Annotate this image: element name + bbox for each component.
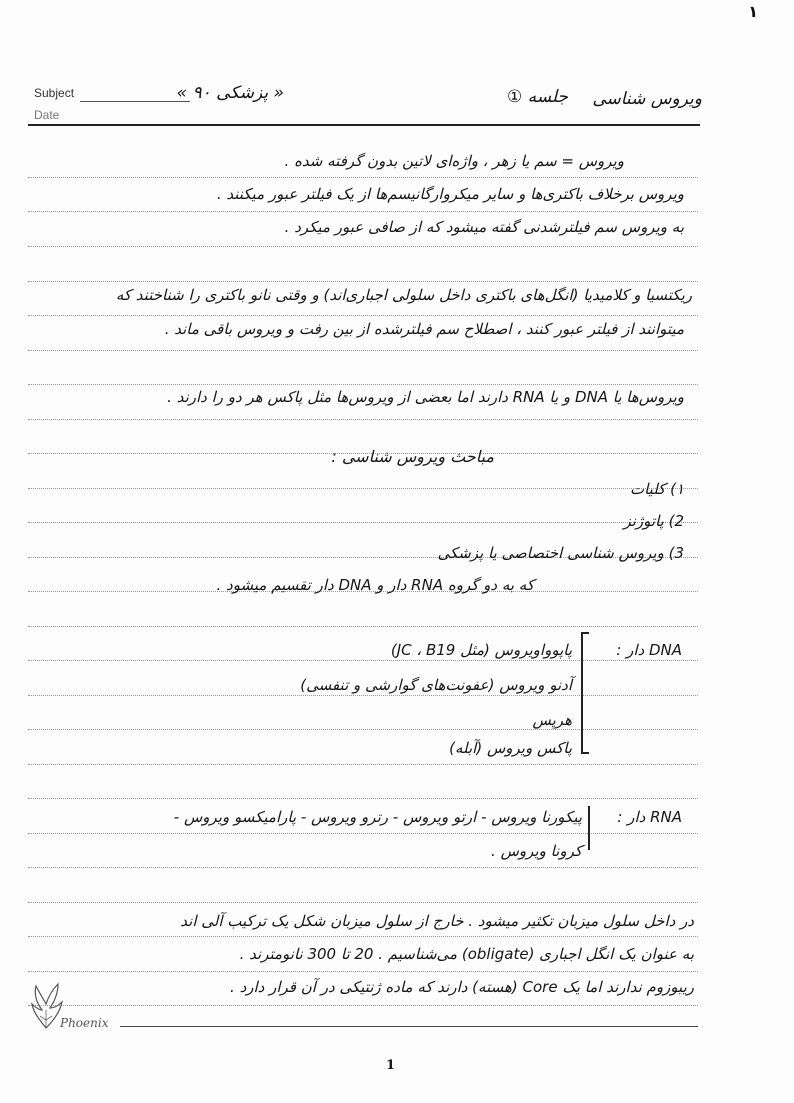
- dna-item-4: پاکس ویروس (آبله): [449, 739, 572, 757]
- footer-rule: [120, 1026, 698, 1027]
- para3-line-1: ویروس‌ها یا DNA و یا RNA دارند اما بعضی از ویروس‌ها مثل پاکس هر دو را دارند .: [167, 388, 684, 406]
- ruled-line: [28, 315, 698, 316]
- topic-item-1: ۱) کلیات: [629, 480, 684, 498]
- closing-line-2: به عنوان یک انگل اجباری (obligate) می‌شناسیم . 20 تا 300 نانومترند .: [239, 945, 694, 963]
- ruled-line: [28, 971, 698, 972]
- ruled-line: [28, 764, 698, 765]
- ruled-line: [28, 729, 698, 730]
- dna-item-3: هرپس: [532, 711, 572, 729]
- session-label: جلسه ①: [506, 87, 568, 107]
- dna-group-label: DNA دار :: [616, 641, 682, 659]
- corner-page-mark: ۱: [748, 2, 758, 21]
- ruled-line: [28, 902, 698, 903]
- ruled-line: [28, 867, 698, 868]
- topics-heading: مباحث ویروس شناسی :: [331, 447, 494, 466]
- ruled-line: [28, 695, 698, 696]
- ruled-line: [28, 522, 698, 523]
- para2-line-2: میتوانند از فیلتر عبور کنند ، اصطلاح سم فیلترشده از بین رفت و ویروس باقی ماند .: [164, 320, 684, 338]
- phoenix-logo-text: Phoenix: [60, 1016, 109, 1030]
- page-number: 1: [386, 1058, 396, 1073]
- rna-group-label: RNA دار :: [617, 808, 682, 826]
- ruled-line: [28, 419, 698, 420]
- rna-brace: [588, 806, 598, 850]
- dna-item-2: آدنو ویروس (عفونت‌های گوارشی و تنفسی): [300, 676, 572, 694]
- course-title: « پزشکی ۹۰ »: [176, 83, 284, 103]
- intro-line-1: ویروس = سم یا زهر ، واژه‌ای لاتین بدون گرفته شده .: [284, 152, 624, 170]
- ruled-line: [28, 626, 698, 627]
- subject-label: Subject: [34, 86, 75, 100]
- intro-line-3: به ویروس سم فیلترشدنی گفته میشود که از صافی عبور میکرد .: [284, 218, 684, 236]
- date-label: Date: [34, 108, 60, 122]
- ruled-line: [28, 281, 698, 282]
- rna-line-2: کرونا ویروس .: [491, 842, 582, 860]
- ruled-line: [28, 1005, 698, 1006]
- ruled-line: [28, 211, 698, 212]
- closing-line-3: ریبوزوم ندارند اما یک Core (هسته) دارند که ماده ژنتیکی در آن قرار دارد .: [230, 978, 694, 996]
- closing-line-1: در داخل سلول میزبان تکثیر میشود . خارج از سلول میزبان شکل یک ترکیب آلی اند: [180, 912, 694, 930]
- topics-note: که به دو گروه RNA دار و DNA دار تقسیم میشود .: [216, 576, 534, 594]
- ruled-line: [28, 177, 698, 178]
- dna-item-1: پاپوواویروس (مثل JC ، B19): [390, 641, 572, 659]
- ruled-line: [28, 384, 698, 385]
- header-rule: [28, 124, 700, 126]
- ruled-line: [28, 660, 698, 661]
- intro-line-2: ویروس برخلاف باکتری‌ها و سایر میکروارگانیسم‌ها از یک فیلتر عبور میکنند .: [216, 185, 684, 203]
- lecture-title: ویروس شناسی: [592, 89, 702, 109]
- dna-brace: [581, 632, 597, 754]
- rna-line-1: پیکورنا ویروس - ارتو ویروس - رترو ویروس - پارامیکسو ویروس -: [173, 808, 582, 826]
- topic-item-2: 2) پاتوژنز: [623, 512, 684, 530]
- ruled-line: [28, 246, 698, 247]
- ruled-line: [28, 488, 698, 489]
- subject-line: [80, 101, 190, 102]
- topic-item-3: 3) ویروس شناسی اختصاصی یا پزشکی: [437, 544, 684, 562]
- para2-line-1: ریکتسیا و کلامیدیا (انگل‌های باکتری داخل سلولی اجباری‌اند) و وقتی نانو باکتری را شناختند که: [115, 286, 692, 304]
- ruled-line: [28, 350, 698, 351]
- ruled-line: [28, 936, 698, 937]
- ruled-line: [28, 798, 698, 799]
